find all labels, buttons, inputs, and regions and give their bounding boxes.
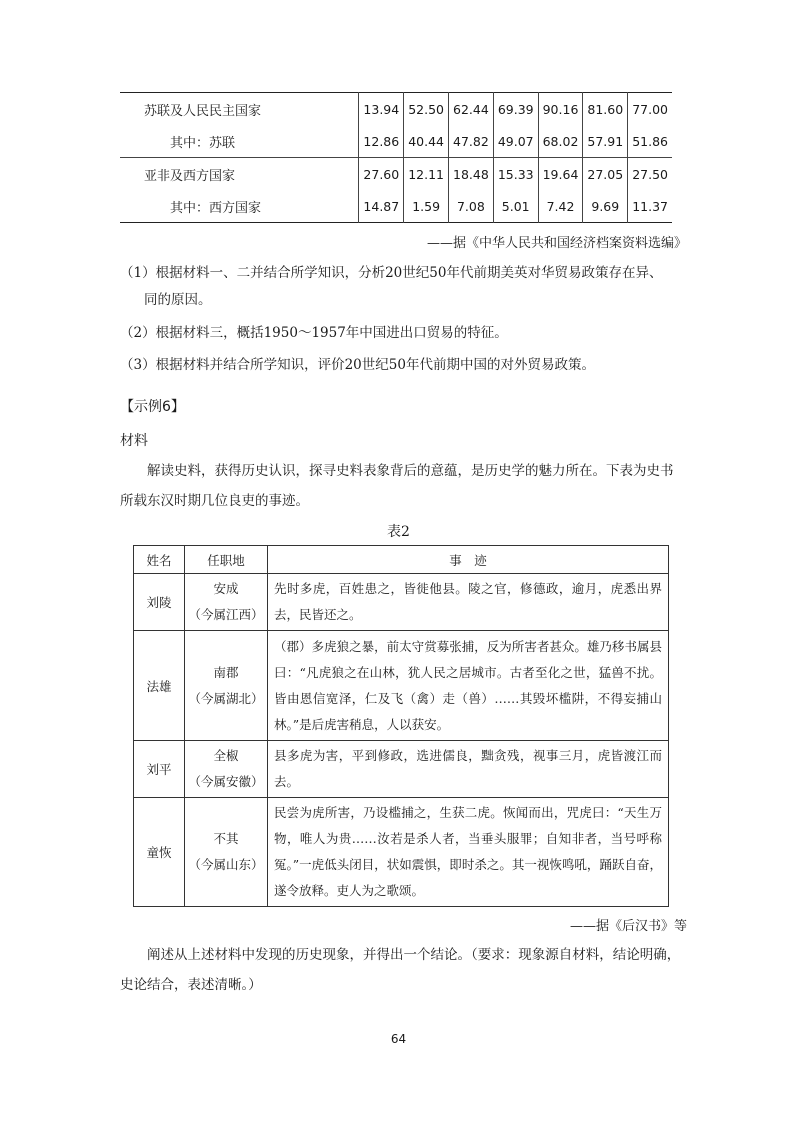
- question-1-number: （1）: [120, 265, 156, 281]
- trade-cell-value: 18.48: [449, 158, 494, 191]
- official-row: [134, 798, 669, 907]
- header-story: 事 迹: [268, 546, 669, 574]
- example-tag: 【示例6】: [120, 399, 185, 415]
- trade-cell-value: 11.37: [628, 190, 672, 223]
- official-place-modern: （今属江西）: [188, 607, 264, 622]
- trade-table-row: [120, 125, 672, 158]
- official-name: 法雄: [134, 631, 185, 741]
- question-2: [120, 320, 680, 347]
- trade-cell-value: 49.07: [493, 125, 538, 158]
- official-place-name: 安成: [213, 581, 239, 596]
- trade-cell-value: 27.50: [628, 158, 672, 191]
- trade-cell-value: 9.69: [583, 190, 628, 223]
- trade-cell-value: 68.02: [538, 125, 583, 158]
- official-name: 刘陵: [134, 574, 185, 631]
- trade-cell-value: 14.87: [359, 190, 404, 223]
- question-2-text: 根据材料三，概括1950～1957年中国进出口贸易的特征。: [155, 325, 508, 341]
- trade-cell-value: 5.01: [493, 190, 538, 223]
- trade-row-label: 其中：西方国家: [170, 200, 262, 216]
- question-1-continuation: 同的原因。: [144, 292, 212, 308]
- trade-table-row: [120, 93, 672, 126]
- question-3: [120, 352, 680, 379]
- official-place-name: 全椒: [213, 748, 239, 763]
- trade-cell-value: 52.50: [404, 93, 449, 126]
- officials-table: [133, 545, 669, 907]
- material-label: 材料: [120, 433, 148, 449]
- trade-cell-value: 47.82: [449, 125, 494, 158]
- trade-cell-value: 90.16: [538, 93, 583, 126]
- official-place-name: 南郡: [213, 664, 239, 680]
- trade-cell-value: 51.86: [628, 125, 672, 158]
- official-place-modern: （今属安徽）: [188, 774, 264, 789]
- official-story: （郡）多虎狼之暴，前太守赏募张捕，反为所害者甚众。雄乃移书属县曰：“凡虎狼之在山林，犹人民之居城市。古者至化之世，猛兽不扰。皆由恩信宽泽，仁及飞（禽）走（兽）……其毁坏槛阱，不得妄捕山林。”是后虎害稍息，人以获安。: [268, 631, 669, 741]
- trade-cell-value: 40.44: [404, 125, 449, 158]
- material-intro: 解读史料，获得历史认识，探寻史料表象背后的意蕴，是历史学的魅力所在。下表为史书所载东汉时期几位良吏的事迹。: [120, 463, 674, 509]
- task-prompt: 阐述从上述材料中发现的历史现象，并得出一个结论。（要求：现象源自材料，结论明确，史论结合，表述清晰。）: [120, 947, 681, 993]
- trade-row-label: 其中：苏联: [170, 135, 236, 151]
- question-1: [120, 260, 680, 314]
- trade-table-source: ——据《中华人民共和国经济档案资料选编》: [426, 236, 687, 251]
- trade-table: [120, 92, 672, 223]
- official-story: 县多虎为害，平到修政，选进儒良，黜贪残，视事三月，虎皆渡江而去。: [268, 741, 669, 798]
- official-place-name: 不其: [213, 831, 239, 846]
- table-caption: 表2: [387, 524, 410, 540]
- trade-cell-value: 77.00: [628, 93, 672, 126]
- trade-cell-value: 12.11: [404, 158, 449, 191]
- official-place: [185, 631, 268, 741]
- question-3-number: （3）: [120, 357, 156, 373]
- trade-cell-value: 57.91: [583, 125, 628, 158]
- trade-row-label: 苏联及人民民主国家: [144, 103, 262, 119]
- trade-cell-value: 62.44: [449, 93, 494, 126]
- page-number: 64: [390, 1032, 407, 1046]
- official-place-modern: （今属湖北）: [188, 690, 264, 706]
- trade-cell-value: 7.08: [449, 190, 494, 223]
- officials-header-row: [134, 546, 669, 574]
- trade-table-body: [120, 93, 672, 223]
- trade-cell-value: 1.59: [404, 190, 449, 223]
- officials-table-body: [134, 574, 669, 907]
- official-place: [185, 574, 268, 631]
- official-row: [134, 574, 669, 631]
- trade-cell-value: 7.42: [538, 190, 583, 223]
- trade-cell-value: 15.33: [493, 158, 538, 191]
- official-row: [134, 631, 669, 741]
- trade-cell-value: 69.39: [493, 93, 538, 126]
- official-row: [134, 741, 669, 798]
- official-name: 童恢: [134, 798, 185, 907]
- officials-table-source: ——据《后汉书》等: [569, 919, 687, 934]
- trade-cell-value: 27.60: [359, 158, 404, 191]
- question-3-text: 根据材料并结合所学知识，评价20世纪50年代前期中国的对外贸易政策。: [155, 357, 595, 373]
- official-story: 民尝为虎所害，乃设槛捕之，生获二虎。恢闻而出，咒虎曰：“天生万物，唯人为贵……汝若是杀人者，当垂头服罪；自知非者，当号呼称冤。”一虎低头闭目，状如震惧，即时杀之。其一视恢鸣吼，踊跃自奋，遂令放释。吏人为之歌颂。: [268, 798, 669, 907]
- header-place: 任职地: [185, 546, 268, 574]
- official-place-modern: （今属山东）: [188, 857, 264, 872]
- trade-cell-value: 13.94: [359, 93, 404, 126]
- official-place: [185, 741, 268, 798]
- question-1-text: 根据材料一、二并结合所学知识，分析20世纪50年代前期美英对华贸易政策存在异、: [155, 265, 663, 281]
- header-name: 姓名: [134, 546, 185, 574]
- trade-row-label: 亚非及西方国家: [120, 158, 359, 191]
- trade-table-row: [120, 158, 672, 191]
- official-name: 刘平: [134, 741, 185, 798]
- trade-cell-value: 12.86: [359, 125, 404, 158]
- question-2-number: （2）: [120, 325, 156, 341]
- trade-cell-value: 19.64: [538, 158, 583, 191]
- trade-cell-value: 81.60: [583, 93, 628, 126]
- trade-cell-value: 27.05: [583, 158, 628, 191]
- official-story: 先时多虎，百姓患之，皆徙他县。陵之官，修德政，逾月，虎悉出界去，民皆还之。: [268, 574, 669, 631]
- trade-table-row: [120, 190, 672, 223]
- official-place: [185, 798, 268, 907]
